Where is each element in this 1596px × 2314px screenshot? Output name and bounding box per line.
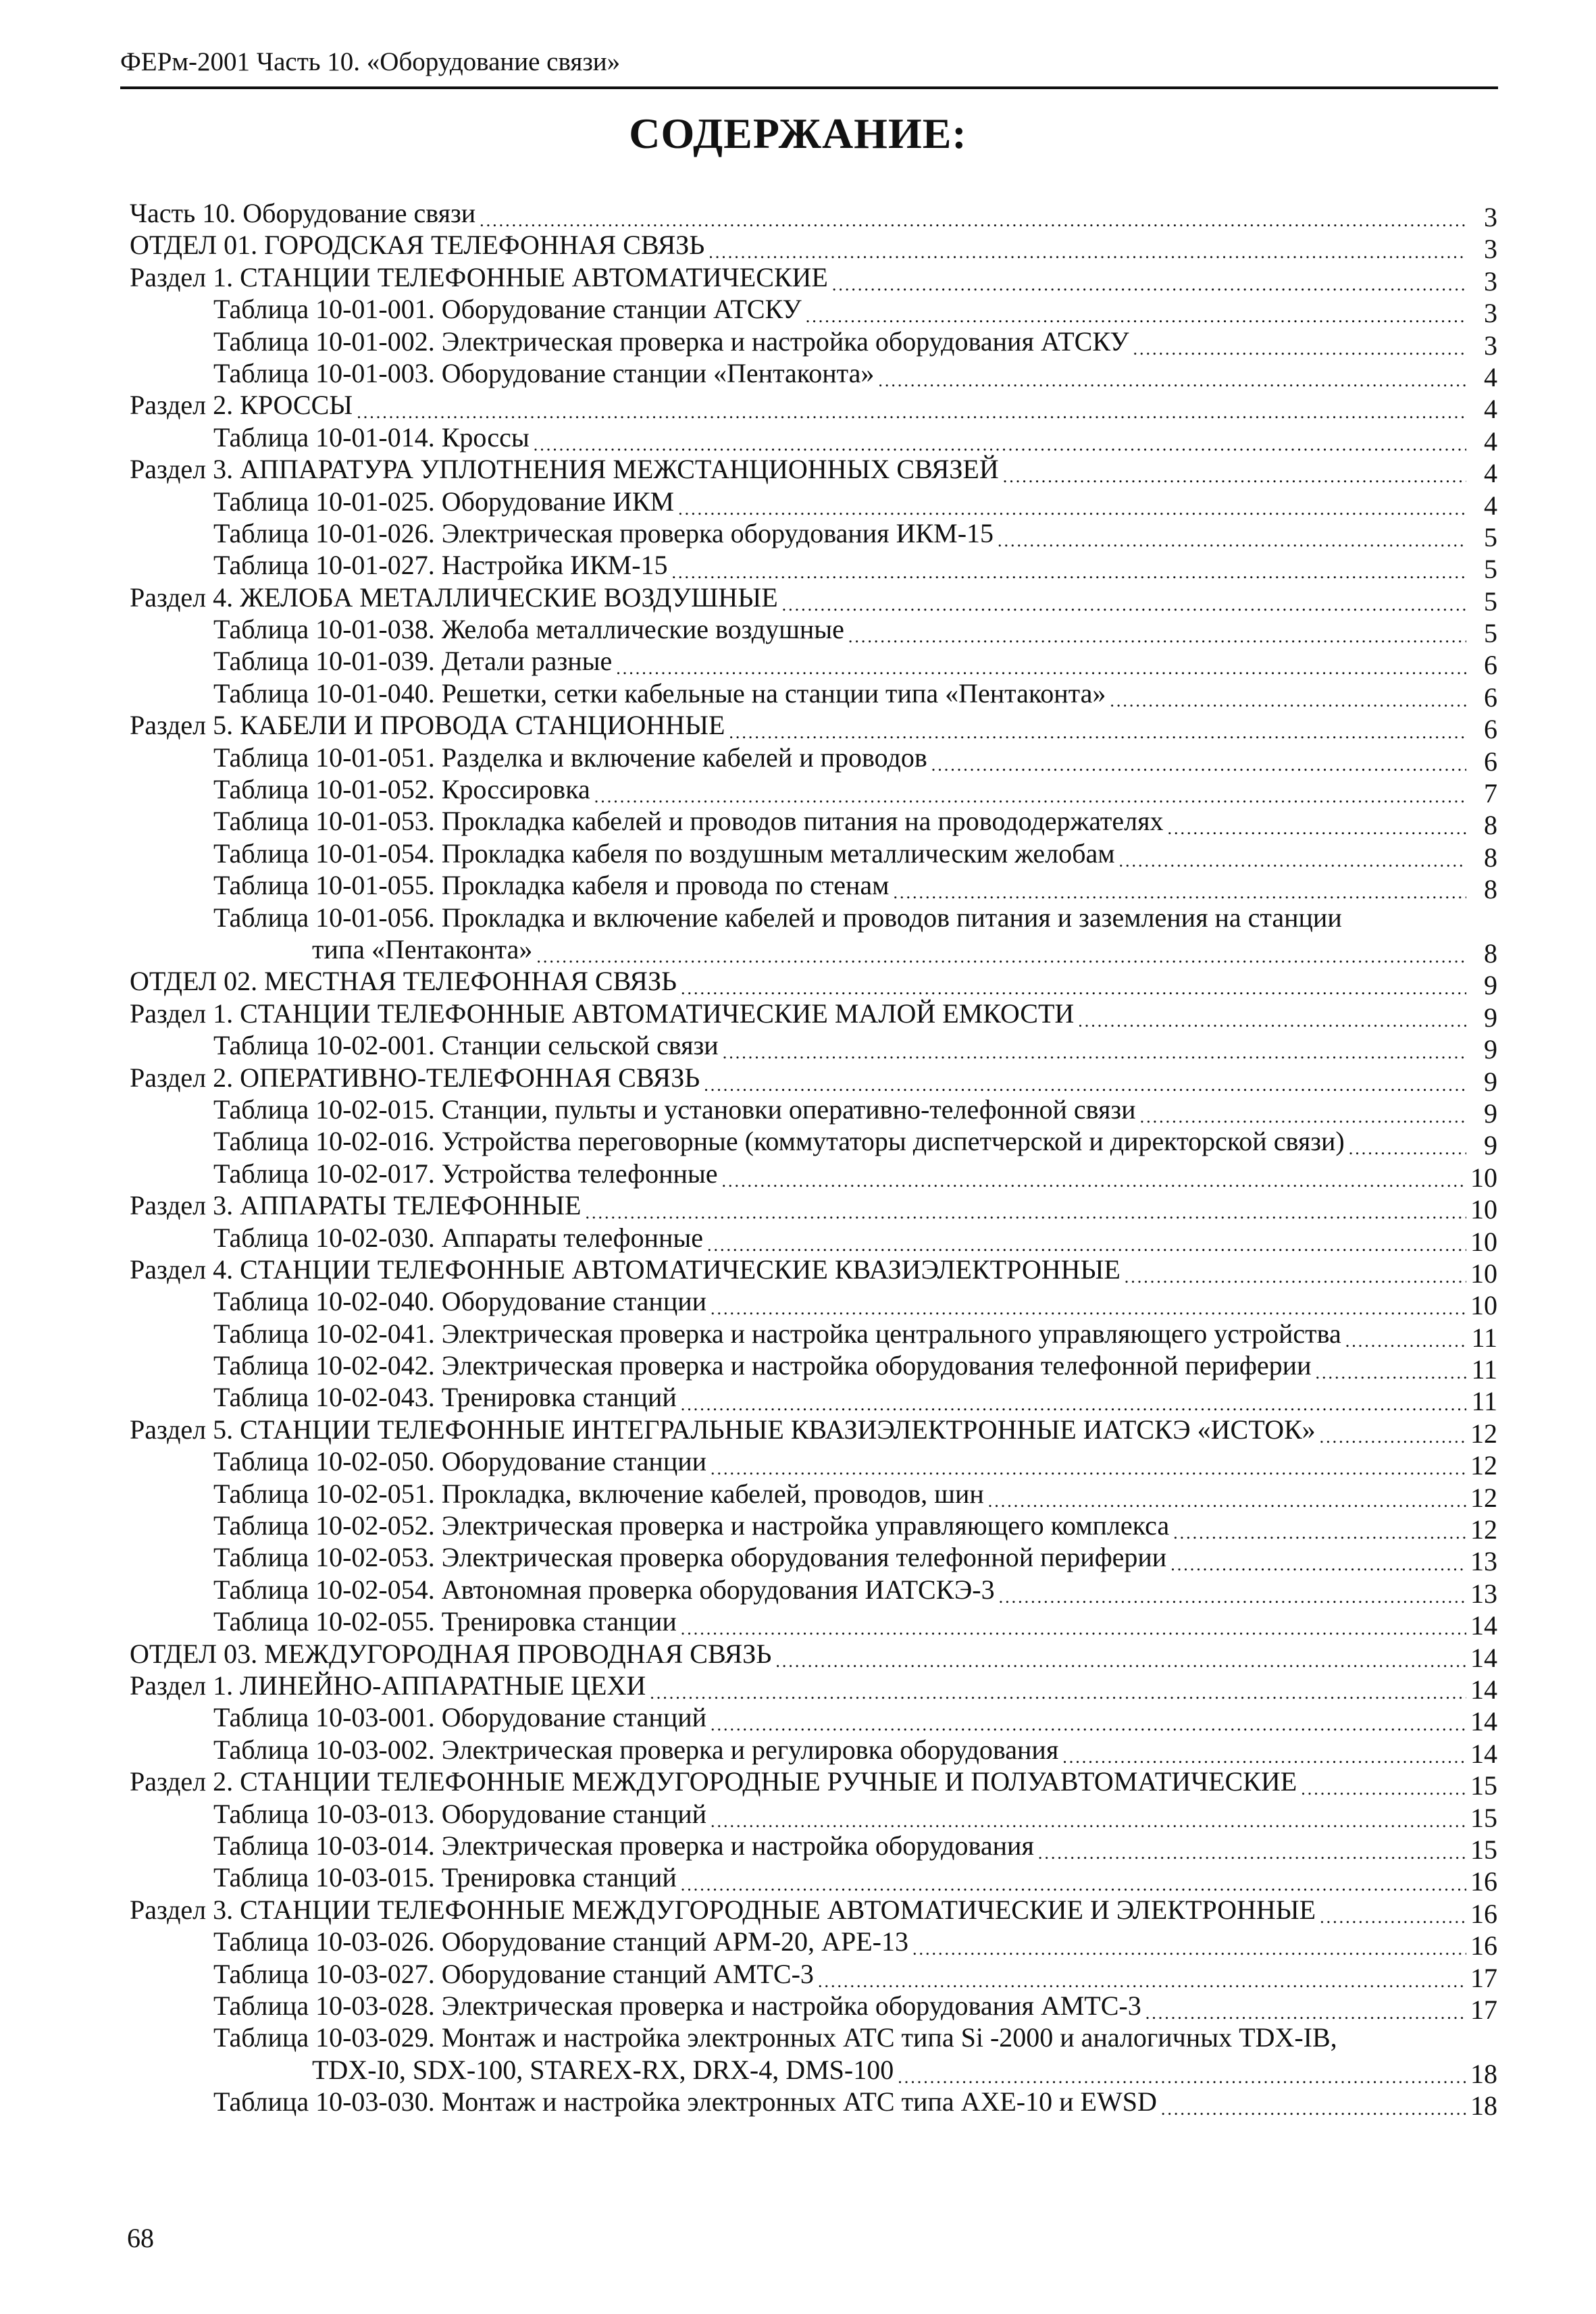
toc-entry[interactable] bbox=[130, 293, 1497, 329]
toc-entry-page: 6 bbox=[1484, 650, 1497, 681]
toc-entry-label: Таблица 10-01-056. Прокладка и включение кабелей и проводов питания и заземления на станции bbox=[213, 902, 1342, 933]
toc-entry[interactable] bbox=[130, 261, 1497, 297]
toc-entry-continuation: TDX-I0, SDX-100, STAREX-RX, DRX-4, DMS-100 bbox=[312, 2054, 894, 2085]
toc-entry-page: 10 bbox=[1470, 1290, 1497, 1321]
toc-entry[interactable] bbox=[130, 742, 1497, 777]
header-rule bbox=[120, 86, 1498, 89]
toc-entry-page: 15 bbox=[1470, 1834, 1497, 1865]
toc-entry-label: Таблица 10-01-014. Кроссы bbox=[213, 421, 530, 453]
toc-entry[interactable] bbox=[130, 1125, 1497, 1161]
toc-entry[interactable] bbox=[130, 1349, 1497, 1385]
toc-entry[interactable] bbox=[130, 1958, 1497, 1993]
toc-entry[interactable] bbox=[130, 1894, 1497, 1929]
toc-entry[interactable] bbox=[130, 965, 1497, 1001]
toc-entry-page: 3 bbox=[1484, 234, 1497, 265]
toc-entry-label: Таблица 10-02-050. Оборудование станции bbox=[213, 1446, 707, 1477]
toc-entry-page: 13 bbox=[1470, 1546, 1497, 1577]
toc-entry[interactable] bbox=[130, 2022, 1497, 2089]
toc-entry-page: 4 bbox=[1484, 394, 1497, 425]
toc-entry-label: Раздел 3. АППАРАТУРА УПЛОТНЕНИЯ МЕЖСТАНЦИОННЫХ СВЯЗЕЙ bbox=[130, 454, 999, 485]
toc-entry-label: Таблица 10-03-028. Электрическая проверка и настройка оборудования АМТС-3 bbox=[213, 1990, 1141, 2021]
toc-entry[interactable] bbox=[130, 709, 1497, 745]
toc-entry-page: 12 bbox=[1470, 1482, 1497, 1513]
toc-entry-label: Таблица 10-02-043. Тренировка станций bbox=[213, 1382, 677, 1413]
toc-entry[interactable] bbox=[130, 1478, 1497, 1513]
page-title: СОДЕРЖАНИЕ: bbox=[629, 109, 967, 157]
toc-entry-page: 15 bbox=[1470, 1802, 1497, 1833]
toc-entry[interactable] bbox=[130, 389, 1497, 425]
toc-entry-page: 9 bbox=[1484, 1034, 1497, 1065]
toc-entry-page: 3 bbox=[1484, 298, 1497, 329]
toc-entry[interactable] bbox=[130, 1734, 1497, 1769]
toc-entry-page: 12 bbox=[1470, 1450, 1497, 1481]
toc-entry-label: Таблица 10-01-001. Оборудование станции АТСКУ bbox=[213, 294, 802, 325]
toc-entry-continuation: типа «Пентаконта» bbox=[312, 933, 533, 965]
toc-entry-label: Раздел 2. КРОССЫ bbox=[130, 390, 353, 421]
toc-entry[interactable] bbox=[130, 1541, 1497, 1577]
toc-entry-page: 14 bbox=[1470, 1610, 1497, 1641]
toc-entry-label: Таблица 10-03-029. Монтаж и настройка электронных АТС типа Si -2000 и аналогичных TDX-IB, bbox=[213, 2022, 1337, 2053]
toc-entry-label: Таблица 10-01-038. Желоба металлические воздушные bbox=[213, 614, 844, 645]
toc-entry-page: 12 bbox=[1470, 1514, 1497, 1545]
toc-entry[interactable] bbox=[130, 1766, 1497, 1801]
toc-entry[interactable] bbox=[130, 613, 1497, 649]
toc-entry[interactable] bbox=[130, 197, 1497, 232]
toc-entry-page: 14 bbox=[1470, 1706, 1497, 1737]
toc-entry[interactable] bbox=[130, 1510, 1497, 1545]
toc-entry-label: Таблица 10-02-052. Электрическая проверка и настройка управляющего комплекса bbox=[213, 1510, 1170, 1541]
toc-entry-label: ОТДЕЛ 02. МЕСТНАЯ ТЕЛЕФОННАЯ СВЯЗЬ bbox=[130, 966, 677, 997]
toc-entry[interactable] bbox=[130, 1285, 1497, 1321]
toc-entry-page: 6 bbox=[1484, 714, 1497, 745]
toc-entry-page: 9 bbox=[1484, 970, 1497, 1001]
toc-entry-page: 10 bbox=[1470, 1194, 1497, 1225]
toc-entry-page: 17 bbox=[1470, 1994, 1497, 2025]
toc-entry-label: Раздел 4. ЖЕЛОБА МЕТАЛЛИЧЕСКИЕ ВОЗДУШНЫЕ bbox=[130, 582, 778, 613]
toc-entry-page: 10 bbox=[1470, 1258, 1497, 1289]
toc-entry-label: Таблица 10-03-002. Электрическая проверка и регулировка оборудования bbox=[213, 1734, 1059, 1765]
toc-entry-page: 18 bbox=[1470, 2090, 1497, 2122]
toc-entry-page: 5 bbox=[1484, 586, 1497, 617]
toc-entry[interactable] bbox=[130, 902, 1497, 969]
toc-entry[interactable] bbox=[130, 421, 1497, 457]
toc-entry-label: Раздел 3. АППАРАТЫ ТЕЛЕФОННЫЕ bbox=[130, 1190, 582, 1221]
toc-entry[interactable] bbox=[130, 486, 1497, 521]
toc-entry-page: 10 bbox=[1470, 1226, 1497, 1257]
toc-entry-page: 7 bbox=[1484, 778, 1497, 809]
toc-entry-page: 12 bbox=[1470, 1418, 1497, 1449]
toc-entry[interactable] bbox=[130, 1990, 1497, 2025]
toc-entry-label: Раздел 1. СТАНЦИИ ТЕЛЕФОННЫЕ АВТОМАТИЧЕСКИЕ bbox=[130, 261, 828, 292]
toc-entry-page: 16 bbox=[1470, 1866, 1497, 1897]
toc-entry[interactable] bbox=[130, 1830, 1497, 1865]
toc-entry[interactable] bbox=[130, 1445, 1497, 1481]
toc-entry-page: 5 bbox=[1484, 554, 1497, 585]
toc-entry-page: 16 bbox=[1470, 1898, 1497, 1929]
toc-entry-label: Раздел 1. СТАНЦИИ ТЕЛЕФОННЫЕ АВТОМАТИЧЕСКИЕ МАЛОЙ ЕМКОСТИ bbox=[130, 998, 1075, 1029]
toc-entry-label: Таблица 10-03-015. Тренировка станций bbox=[213, 1862, 677, 1893]
toc-entry-label: Таблица 10-01-027. Настройка ИКМ-15 bbox=[213, 550, 668, 581]
toc-entry-label: Раздел 5. КАБЕЛИ И ПРОВОДА СТАНЦИОННЫЕ bbox=[130, 710, 725, 741]
toc-entry-label: Раздел 1. ЛИНЕЙНО-АППАРАТНЫЕ ЦЕХИ bbox=[130, 1670, 646, 1701]
running-header: ФЕРм-2001 Часть 10. «Оборудование связи» bbox=[120, 47, 621, 76]
toc-entry-page: 11 bbox=[1471, 1354, 1497, 1385]
toc-entry[interactable] bbox=[130, 1318, 1497, 1353]
toc-entry[interactable] bbox=[130, 1414, 1497, 1449]
toc-entry[interactable] bbox=[130, 1254, 1497, 1289]
toc-entry[interactable] bbox=[130, 453, 1497, 489]
toc-entry[interactable] bbox=[130, 582, 1497, 617]
toc-entry-label: Раздел 3. СТАНЦИИ ТЕЛЕФОННЫЕ МЕЖДУГОРОДНЫЕ АВТОМАТИЧЕСКИЕ И ЭЛЕКТРОННЫЕ bbox=[130, 1894, 1316, 1925]
toc-entry-page: 9 bbox=[1484, 1066, 1497, 1097]
toc-entry-page: 14 bbox=[1470, 1738, 1497, 1769]
toc-entry-page: 5 bbox=[1484, 521, 1497, 552]
toc-entry-label: Таблица 10-03-026. Оборудование станций АРМ-20, АРЕ-13 bbox=[213, 1926, 908, 1957]
toc-entry[interactable] bbox=[130, 549, 1497, 585]
toc-entry-label: Таблица 10-02-040. Оборудование станции bbox=[213, 1286, 707, 1317]
toc-entry-label: Таблица 10-03-013. Оборудование станций bbox=[213, 1798, 707, 1829]
toc-entry-page: 3 bbox=[1484, 330, 1497, 361]
toc-entry-page: 9 bbox=[1484, 1130, 1497, 1161]
table-of-contents bbox=[130, 197, 1497, 2122]
toc-entry[interactable] bbox=[130, 773, 1497, 809]
toc-entry-label: Таблица 10-01-040. Решетки, сетки кабельные на станции типа «Пентаконта» bbox=[213, 677, 1106, 709]
toc-entry-label: Таблица 10-02-042. Электрическая проверка и настройка оборудования телефонной периферии bbox=[213, 1350, 1312, 1381]
toc-entry[interactable] bbox=[130, 677, 1497, 713]
toc-entry[interactable] bbox=[130, 1062, 1497, 1097]
toc-entry-page: 9 bbox=[1484, 1098, 1497, 1129]
toc-entry-label: Таблица 10-03-027. Оборудование станций АМТС-3 bbox=[213, 1958, 814, 1989]
toc-entry-label: Таблица 10-02-051. Прокладка, включение кабелей, проводов, шин bbox=[213, 1478, 984, 1509]
toc-entry[interactable] bbox=[130, 1605, 1497, 1641]
toc-entry-label: Таблица 10-01-039. Детали разные bbox=[213, 646, 613, 677]
dot-leader bbox=[1161, 2090, 1466, 2125]
toc-entry[interactable] bbox=[130, 229, 1497, 265]
toc-entry[interactable] bbox=[130, 869, 1497, 905]
toc-entry-page: 3 bbox=[1484, 265, 1497, 297]
toc-entry-label: Таблица 10-02-001. Станции сельской связи bbox=[213, 1030, 719, 1061]
toc-entry-page: 8 bbox=[1484, 937, 1497, 969]
toc-entry-label: Таблица 10-02-055. Тренировка станции bbox=[213, 1606, 677, 1637]
toc-entry[interactable] bbox=[130, 838, 1497, 873]
toc-entry[interactable] bbox=[130, 1638, 1497, 1673]
toc-entry-label: Раздел 5. СТАНЦИИ ТЕЛЕФОННЫЕ ИНТЕГРАЛЬНЫЕ КВАЗИЭЛЕКТРОННЫЕ ИАТСКЭ «ИСТОК» bbox=[130, 1414, 1316, 1445]
toc-entry-page: 18 bbox=[1470, 2058, 1497, 2089]
toc-entry-label: Таблица 10-01-051. Разделка и включение кабелей и проводов bbox=[213, 742, 927, 773]
toc-entry-label: Таблица 10-01-026. Электрическая проверка оборудования ИКМ-15 bbox=[213, 517, 994, 548]
toc-entry-label: Часть 10. Оборудование связи bbox=[130, 198, 476, 228]
toc-entry[interactable] bbox=[130, 1029, 1497, 1065]
toc-entry-page: 16 bbox=[1470, 1930, 1497, 1961]
toc-entry[interactable] bbox=[130, 1701, 1497, 1737]
toc-entry[interactable] bbox=[130, 1094, 1497, 1129]
toc-entry-page: 4 bbox=[1484, 426, 1497, 457]
toc-entry[interactable] bbox=[130, 1574, 1497, 1609]
toc-entry[interactable] bbox=[130, 2086, 1497, 2122]
toc-entry-label: ОТДЕЛ 01. ГОРОДСКАЯ ТЕЛЕФОННАЯ СВЯЗЬ bbox=[130, 230, 705, 261]
toc-entry-label: Раздел 2. ОПЕРАТИВНО-ТЕЛЕФОННАЯ СВЯЗЬ bbox=[130, 1062, 700, 1093]
toc-entry-label: Раздел 4. СТАНЦИИ ТЕЛЕФОННЫЕ АВТОМАТИЧЕСКИЕ КВАЗИЭЛЕКТРОННЫЕ bbox=[130, 1254, 1121, 1285]
toc-entry[interactable] bbox=[130, 1189, 1497, 1225]
toc-entry-label: Раздел 2. СТАНЦИИ ТЕЛЕФОННЫЕ МЕЖДУГОРОДНЫЕ РУЧНЫЕ И ПОЛУАВТОМАТИЧЕСКИЕ bbox=[130, 1766, 1297, 1797]
toc-entry-page: 14 bbox=[1470, 1674, 1497, 1705]
toc-entry-page: 4 bbox=[1484, 361, 1497, 392]
toc-entry-page: 13 bbox=[1470, 1578, 1497, 1609]
toc-entry[interactable] bbox=[130, 1861, 1497, 1897]
toc-entry-label: Таблица 10-01-053. Прокладка кабелей и проводов питания на провододержателях bbox=[213, 806, 1164, 837]
toc-entry-label: Таблица 10-01-054. Прокладка кабеля по воздушным металлическим желобам bbox=[213, 838, 1115, 869]
toc-entry[interactable] bbox=[130, 1670, 1497, 1705]
toc-entry-page: 8 bbox=[1484, 810, 1497, 841]
toc-entry-label: Таблица 10-01-055. Прокладка кабеля и провода по стенам bbox=[213, 870, 890, 901]
toc-entry-page: 17 bbox=[1470, 1962, 1497, 1993]
toc-entry-page: 11 bbox=[1471, 1386, 1497, 1417]
toc-entry-label: Таблица 10-02-053. Электрическая проверка оборудования телефонной периферии bbox=[213, 1542, 1167, 1573]
toc-entry-label: Таблица 10-01-025. Оборудование ИКМ bbox=[213, 486, 675, 517]
toc-entry[interactable] bbox=[130, 805, 1497, 841]
toc-entry[interactable] bbox=[130, 998, 1497, 1033]
toc-entry-page: 10 bbox=[1470, 1162, 1497, 1193]
toc-entry[interactable] bbox=[130, 645, 1497, 681]
toc-entry-label: Таблица 10-02-016. Устройства переговорные (коммутаторы диспетчерской и директорской связи) bbox=[213, 1126, 1345, 1157]
toc-entry-page: 6 bbox=[1484, 682, 1497, 713]
toc-entry-label: Таблица 10-02-054. Автономная проверка оборудования ИАТСКЭ-3 bbox=[213, 1574, 995, 1605]
toc-entry[interactable] bbox=[130, 1926, 1497, 1961]
toc-entry[interactable] bbox=[130, 357, 1497, 392]
toc-entry[interactable] bbox=[130, 517, 1497, 552]
toc-entry-page: 4 bbox=[1484, 490, 1497, 521]
toc-entry-page: 4 bbox=[1484, 458, 1497, 489]
toc-entry-page: 9 bbox=[1484, 1002, 1497, 1033]
toc-entry-page: 8 bbox=[1484, 874, 1497, 905]
toc-entry-label: Таблица 10-03-014. Электрическая проверка и настройка оборудования bbox=[213, 1830, 1034, 1861]
toc-entry[interactable] bbox=[130, 1798, 1497, 1833]
toc-entry-label: Таблица 10-02-041. Электрическая проверка и настройка центрального управляющего устройства bbox=[213, 1318, 1341, 1349]
toc-entry[interactable] bbox=[130, 1158, 1497, 1193]
toc-entry-label: ОТДЕЛ 03. МЕЖДУГОРОДНАЯ ПРОВОДНАЯ СВЯЗЬ bbox=[130, 1638, 772, 1669]
toc-entry-page: 8 bbox=[1484, 842, 1497, 873]
toc-entry-label: Таблица 10-01-052. Кроссировка bbox=[213, 774, 590, 805]
toc-entry-page: 6 bbox=[1484, 746, 1497, 777]
toc-entry-page: 15 bbox=[1470, 1770, 1497, 1801]
toc-entry-label: Таблица 10-02-015. Станции, пульты и установки оперативно-телефонной связи bbox=[213, 1094, 1136, 1125]
toc-entry-label: Таблица 10-01-003. Оборудование станции «Пентаконта» bbox=[213, 357, 875, 388]
toc-entry-label: Таблица 10-02-017. Устройства телефонные bbox=[213, 1158, 718, 1189]
toc-entry-label: Таблица 10-01-002. Электрическая проверка и настройка оборудования АТСКУ bbox=[213, 326, 1129, 357]
toc-entry-page: 11 bbox=[1471, 1322, 1497, 1353]
toc-entry-label: Таблица 10-02-030. Аппараты телефонные bbox=[213, 1222, 704, 1253]
toc-entry-label: Таблица 10-03-030. Монтаж и настройка электронных АТС типа АХЕ-10 и EWSD bbox=[213, 2086, 1157, 2117]
toc-entry-page: 5 bbox=[1484, 618, 1497, 649]
toc-entry-label: Таблица 10-03-001. Оборудование станций bbox=[213, 1702, 707, 1733]
toc-entry[interactable] bbox=[130, 1381, 1497, 1417]
toc-entry-page: 14 bbox=[1470, 1642, 1497, 1673]
toc-entry-page: 3 bbox=[1484, 202, 1497, 232]
toc-entry[interactable] bbox=[130, 1222, 1497, 1257]
page-number: 68 bbox=[127, 2223, 154, 2253]
toc-entry[interactable] bbox=[130, 326, 1497, 361]
